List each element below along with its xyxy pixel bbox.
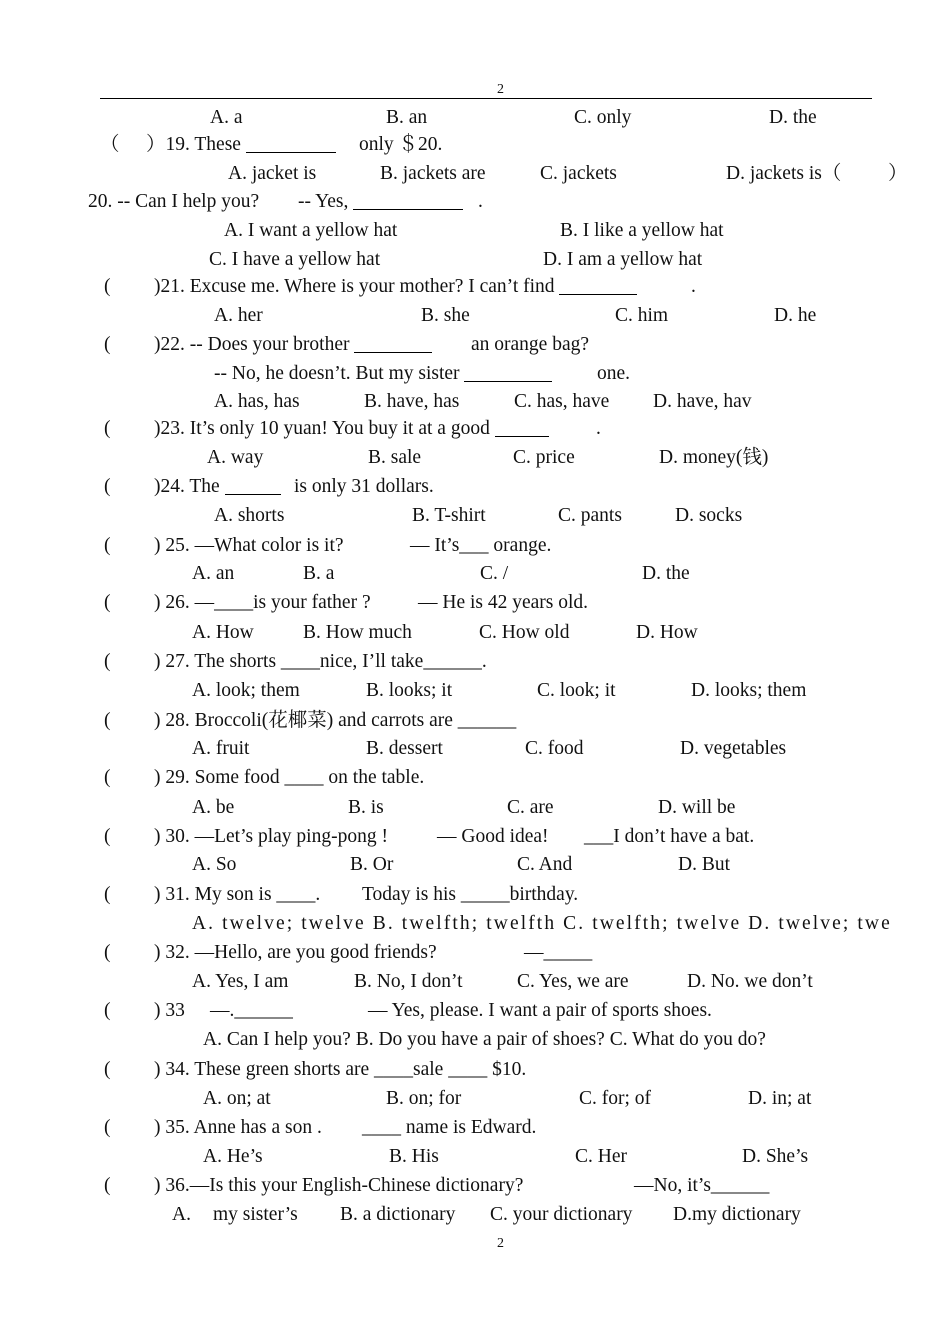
text: A. He’s: [203, 1146, 263, 1167]
answer-blank[interactable]: [464, 363, 552, 382]
text: B. sale: [368, 447, 422, 468]
text: my sister’s: [213, 1204, 298, 1225]
text: B. a: [303, 563, 335, 584]
text: A. an: [192, 563, 235, 584]
text: ) 35. Anne has a son .: [154, 1117, 322, 1138]
line-9-part-3: [471, 333, 589, 357]
text: (: [104, 1117, 111, 1138]
text: D. will be: [658, 797, 736, 818]
text: ) 27. The shorts ____nice, I’ll take______.: [154, 651, 487, 672]
line-11-part-2: [364, 390, 459, 414]
line-9-part-1: [104, 333, 111, 357]
line-15-part-1: [214, 504, 284, 528]
line-27-part-4: [678, 853, 730, 877]
text: B. T-shirt: [412, 505, 486, 526]
text: C. price: [513, 447, 575, 468]
line-27-part-1: [192, 853, 236, 877]
text: C. look; it: [537, 680, 616, 701]
line-32-part-2: [154, 999, 185, 1023]
text: ) 26. —____is your father ?: [154, 592, 371, 613]
line-38-part-2: [154, 1174, 523, 1198]
text: )21. Excuse me. Where is your mother? I can’t find: [154, 276, 555, 297]
text: (: [104, 418, 111, 439]
line-22-part-2: [154, 709, 516, 733]
line-21-part-1: [192, 679, 300, 703]
text: ) 34. These green shorts are ____sale ____ $10.: [154, 1059, 527, 1080]
line-3-part-4: [726, 162, 841, 186]
line-36-part-2: [154, 1116, 322, 1140]
text: Today is his _____birthday.: [362, 884, 579, 905]
text: (: [104, 1059, 111, 1080]
line-38-part-3: [634, 1174, 769, 1198]
line-12-part-1: [104, 417, 111, 441]
line-37-part-1: [203, 1145, 263, 1169]
text: D. the: [642, 563, 690, 584]
line-39-part-5: [673, 1203, 801, 1227]
text: — Good idea!: [437, 826, 549, 847]
line-34-part-2: [154, 1058, 526, 1082]
line-3-part-1: [228, 162, 316, 186]
line-37-part-3: [575, 1145, 627, 1169]
text: C. And: [517, 854, 573, 875]
text: B. jackets are: [380, 163, 486, 184]
text: —_____: [524, 942, 593, 963]
text: (: [104, 651, 111, 672]
text: A. Yes, I am: [192, 971, 289, 992]
text: (: [104, 942, 111, 963]
text: ) 31. My son is ____.: [154, 884, 321, 905]
text: (: [104, 276, 111, 297]
text: —.______: [210, 1000, 293, 1021]
line-35-part-3: [579, 1087, 651, 1111]
text: -- Yes,: [298, 191, 349, 212]
line-29-part-1: [192, 912, 892, 936]
text: A. on; at: [203, 1088, 271, 1109]
line-39-part-1: [172, 1203, 191, 1227]
line-8-part-4: [774, 304, 816, 328]
line-8-part-1: [214, 304, 263, 328]
line-6-part-1: [209, 248, 380, 272]
line-28-part-1: [104, 883, 111, 907]
text: ) 25. —What color is it?: [154, 535, 344, 556]
text: A. fruit: [192, 738, 250, 759]
text: C. pants: [558, 505, 622, 526]
line-19-part-3: [479, 621, 569, 645]
answer-blank[interactable]: [353, 191, 463, 210]
text: only ＄20.: [359, 134, 443, 155]
answer-blank[interactable]: [246, 134, 336, 153]
line-31-part-2: [354, 970, 463, 994]
text: D.my dictionary: [673, 1204, 801, 1225]
line-34-part-1: [104, 1058, 111, 1082]
text: A. jacket is: [228, 163, 317, 184]
line-24-part-1: [104, 766, 111, 790]
line-15-part-3: [558, 504, 622, 528]
line-11-part-3: [514, 390, 609, 414]
text: A. has, has: [214, 391, 300, 412]
line-27-part-3: [517, 853, 572, 877]
line-17-part-4: [642, 562, 690, 586]
text: ) 28. Broccoli(花椰菜) and carrots are ______: [154, 710, 517, 731]
line-23-part-1: [192, 737, 249, 761]
text: —No, it’s______: [634, 1175, 770, 1196]
text: D. looks; them: [691, 680, 807, 701]
line-31-part-4: [687, 970, 813, 994]
text: (: [104, 826, 111, 847]
text: D. in; at: [748, 1088, 812, 1109]
line-23-part-3: [525, 737, 584, 761]
text: -- No, he doesn’t. But my sister: [214, 363, 460, 384]
text: B. she: [421, 305, 470, 326]
text: A. her: [214, 305, 263, 326]
line-7-part-2: [154, 275, 637, 299]
line-26-part-4: [584, 825, 754, 849]
text: (: [104, 767, 111, 788]
text: (: [104, 710, 111, 731]
text: B. No, I don’t: [354, 971, 463, 992]
text: D. I am a yellow hat: [543, 249, 703, 270]
line-13-part-1: [207, 446, 263, 470]
line-7-part-3: [691, 275, 696, 299]
line-31-part-3: [517, 970, 629, 994]
line-31-part-1: [192, 970, 288, 994]
text: (: [104, 1000, 111, 1021]
page-number-bottom: 2: [497, 1236, 504, 1251]
line-10-part-1: [214, 362, 552, 386]
text: — He is 42 years old.: [418, 592, 589, 613]
line-39-part-3: [340, 1203, 455, 1227]
line-11-part-4: [653, 390, 752, 414]
line-20-part-1: [104, 650, 111, 674]
line-2-part-2: [146, 133, 336, 157]
text: A. be: [192, 797, 235, 818]
line-13-part-4: [659, 446, 768, 470]
text: A. way: [207, 447, 264, 468]
line-26-part-3: [437, 825, 549, 849]
text: C. food: [525, 738, 584, 759]
text: — Yes, please. I want a pair of sports shoes.: [368, 1000, 712, 1021]
line-14-part-2: [154, 475, 281, 499]
text: D. have, hav: [653, 391, 752, 412]
line-2-part-3: [359, 133, 442, 157]
text: D. jackets is（: [726, 163, 842, 184]
line-36-part-1: [104, 1116, 111, 1140]
text: ) 29. Some food ____ on the table.: [154, 767, 425, 788]
text: C. Her: [575, 1146, 627, 1167]
text: D. he: [774, 305, 817, 326]
line-14-part-3: [294, 475, 434, 499]
text: D. vegetables: [680, 738, 787, 759]
line-23-part-2: [366, 737, 443, 761]
text: .: [478, 191, 483, 212]
text: （: [100, 134, 120, 155]
text: one.: [597, 363, 631, 384]
text: A. look; them: [192, 680, 300, 701]
text: D. the: [769, 107, 817, 128]
line-39-part-4: [490, 1203, 632, 1227]
line-19-part-2: [303, 621, 412, 645]
line-6-part-2: [543, 248, 702, 272]
text: D. But: [678, 854, 731, 875]
line-12-part-2: [154, 417, 549, 441]
text: B. I like a yellow hat: [560, 220, 724, 241]
line-27-part-2: [350, 853, 393, 877]
text: B. How much: [303, 622, 412, 643]
header-rule: [100, 98, 872, 99]
text: C. are: [507, 797, 554, 818]
line-15-part-4: [675, 504, 742, 528]
text: (: [104, 1175, 111, 1196]
line-19-part-4: [636, 621, 698, 645]
text: B. an: [386, 107, 428, 128]
line-19-part-1: [192, 621, 254, 645]
text: )23. It’s only 10 yuan! You buy it at a good: [154, 418, 490, 439]
text: C. only: [574, 107, 632, 128]
text: B. a dictionary: [340, 1204, 456, 1225]
text: (: [104, 592, 111, 613]
text: D. socks: [675, 505, 743, 526]
line-17-part-2: [303, 562, 334, 586]
line-25-part-1: [192, 796, 234, 820]
text: ）: [888, 163, 908, 184]
text: )22. -- Does your brother: [154, 334, 350, 355]
text: is only 31 dollars.: [294, 476, 434, 497]
text: (: [104, 334, 111, 355]
text: an orange bag?: [471, 334, 590, 355]
text: (: [104, 884, 111, 905]
line-21-part-3: [537, 679, 616, 703]
text: )24. The: [154, 476, 220, 497]
text: D. No. we don’t: [687, 971, 813, 992]
text: ) 32. —Hello, are you good friends?: [154, 942, 437, 963]
text: A. How: [192, 622, 254, 643]
line-38-part-1: [104, 1174, 111, 1198]
line-25-part-3: [507, 796, 554, 820]
line-4-part-1: [88, 190, 259, 214]
line-16-part-2: [154, 534, 344, 558]
line-7-part-1: [104, 275, 111, 299]
line-30-part-1: [104, 941, 111, 965]
text: D. money(钱): [659, 447, 769, 468]
text: ) 36.—Is this your English-Chinese dictionary?: [154, 1175, 524, 1196]
text: B. have, has: [364, 391, 460, 412]
line-33-part-1: [203, 1028, 766, 1052]
line-4-part-2: [298, 190, 463, 214]
line-32-part-1: [104, 999, 111, 1023]
line-10-part-2: [597, 362, 630, 386]
text: C. /: [480, 563, 509, 584]
line-13-part-3: [513, 446, 575, 470]
line-21-part-2: [366, 679, 452, 703]
line-20-part-2: [154, 650, 487, 674]
line-17-part-3: [480, 562, 508, 586]
text: (: [104, 535, 111, 556]
line-36-part-3: [362, 1116, 536, 1140]
text: ) 30. —Let’s play ping-pong !: [154, 826, 388, 847]
line-30-part-2: [154, 941, 437, 965]
text: C. How old: [479, 622, 570, 643]
line-25-part-2: [348, 796, 384, 820]
line-4-part-3: [478, 190, 483, 214]
line-12-part-3: [596, 417, 601, 441]
text: B. is: [348, 797, 384, 818]
text: — It’s___ orange.: [410, 535, 552, 556]
text: A. I want a yellow hat: [224, 220, 398, 241]
line-1-part-4: [769, 106, 817, 130]
line-28-part-2: [154, 883, 320, 907]
text: .: [596, 418, 601, 439]
text: C. your dictionary: [490, 1204, 633, 1225]
answer-blank[interactable]: [225, 476, 281, 495]
line-9-part-2: [154, 333, 432, 357]
line-8-part-3: [615, 304, 668, 328]
line-13-part-2: [368, 446, 421, 470]
text: D. How: [636, 622, 698, 643]
line-8-part-2: [421, 304, 470, 328]
line-37-part-4: [742, 1145, 808, 1169]
text: ）19. These: [146, 134, 241, 155]
text: ___I don’t have a bat.: [584, 826, 755, 847]
text: C. I have a yellow hat: [209, 249, 381, 270]
line-21-part-4: [691, 679, 806, 703]
line-32-part-4: [368, 999, 712, 1023]
line-2-part-1: [100, 133, 120, 157]
text: ____ name is Edward.: [362, 1117, 537, 1138]
text: B. on; for: [386, 1088, 462, 1109]
line-18-part-1: [104, 591, 111, 615]
line-3-part-5: [888, 162, 908, 186]
line-16-part-1: [104, 534, 111, 558]
line-26-part-2: [154, 825, 388, 849]
line-25-part-4: [658, 796, 735, 820]
line-24-part-2: [154, 766, 424, 790]
line-37-part-2: [389, 1145, 439, 1169]
text: A.: [172, 1204, 191, 1225]
line-35-part-1: [203, 1087, 271, 1111]
text: B. dessert: [366, 738, 443, 759]
text: (: [104, 476, 111, 497]
line-39-part-2: [213, 1203, 298, 1227]
line-3-part-2: [380, 162, 486, 186]
text: 20. -- Can I help you?: [88, 191, 260, 212]
line-16-part-3: [410, 534, 551, 558]
text: A. Can I help you? B. Do you have a pair of shoes? C. What do you do?: [203, 1029, 766, 1050]
line-35-part-2: [386, 1087, 461, 1111]
line-1-part-1: [210, 106, 243, 130]
line-15-part-2: [412, 504, 486, 528]
page-number-top: 2: [497, 82, 504, 97]
line-23-part-4: [680, 737, 786, 761]
line-18-part-2: [154, 591, 371, 615]
text: B. His: [389, 1146, 439, 1167]
line-22-part-1: [104, 709, 111, 733]
line-1-part-3: [574, 106, 631, 130]
answer-blank[interactable]: [559, 276, 637, 295]
text: C. for; of: [579, 1088, 652, 1109]
line-35-part-4: [748, 1087, 811, 1111]
line-26-part-1: [104, 825, 111, 849]
line-32-part-3: [210, 999, 293, 1023]
text: C. jackets: [540, 163, 617, 184]
text: C. him: [615, 305, 669, 326]
line-14-part-1: [104, 475, 111, 499]
line-18-part-3: [418, 591, 588, 615]
text: B. Or: [350, 854, 394, 875]
text: A. twelve; twelve B. twelfth; twelfth C. twelfth; twelve D. twelve; twe: [192, 913, 892, 934]
text: A. shorts: [214, 505, 285, 526]
line-28-part-3: [362, 883, 578, 907]
line-1-part-2: [386, 106, 427, 130]
line-11-part-1: [214, 390, 300, 414]
text: D. She’s: [742, 1146, 809, 1167]
text: ) 33: [154, 1000, 185, 1021]
text: A. a: [210, 107, 243, 128]
text: .: [691, 276, 696, 297]
text: C. Yes, we are: [517, 971, 629, 992]
line-5-part-2: [560, 219, 724, 243]
line-30-part-3: [524, 941, 592, 965]
answer-blank[interactable]: [354, 334, 432, 353]
line-5-part-1: [224, 219, 397, 243]
text: A. So: [192, 854, 237, 875]
text: C. has, have: [514, 391, 610, 412]
line-17-part-1: [192, 562, 234, 586]
answer-blank[interactable]: [495, 418, 549, 437]
line-3-part-3: [540, 162, 617, 186]
text: B. looks; it: [366, 680, 453, 701]
